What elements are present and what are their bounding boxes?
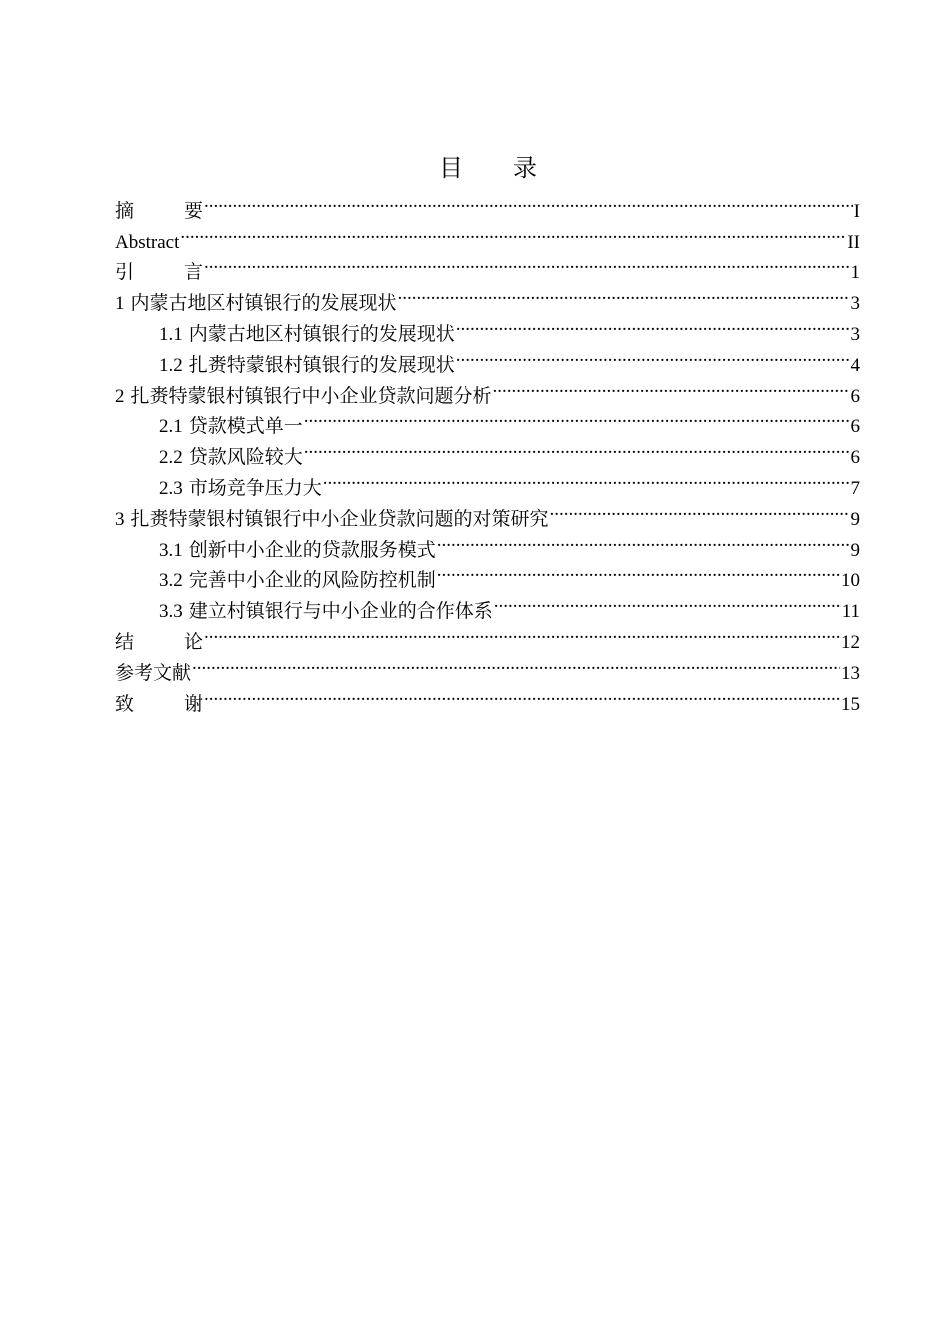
toc-entry-page-number: 3 bbox=[850, 293, 860, 315]
toc-entry-label bbox=[115, 258, 203, 289]
toc-entry[interactable] bbox=[115, 278, 860, 315]
toc-entry-number: 3.2 bbox=[159, 570, 183, 592]
toc-entry-page-number: 11 bbox=[841, 601, 860, 623]
toc-entry-label bbox=[159, 412, 303, 443]
toc-entry-page-number: 9 bbox=[850, 508, 860, 530]
toc-entry[interactable] bbox=[115, 648, 860, 684]
toc-entry-label bbox=[159, 566, 436, 597]
dot-leader bbox=[550, 494, 850, 525]
toc-entry-page-number: 6 bbox=[850, 385, 860, 407]
toc-entry-page-number: 9 bbox=[850, 539, 860, 561]
toc-title-char: 录 bbox=[513, 154, 537, 182]
dot-leader bbox=[204, 186, 853, 217]
toc-entry-text: 建立村镇银行与中小企业的合作体系 bbox=[188, 601, 493, 623]
toc-entry-label bbox=[115, 659, 191, 690]
toc-entry-page-number: 13 bbox=[841, 662, 860, 684]
dot-leader bbox=[456, 340, 850, 371]
toc-entry-label-char: 论 bbox=[183, 631, 203, 653]
toc-entry-label bbox=[159, 536, 436, 567]
toc-entry-label bbox=[115, 690, 203, 721]
toc-entry-number: 1 bbox=[115, 293, 125, 315]
toc-entry-number: 2 bbox=[115, 385, 125, 407]
toc-entry-label bbox=[159, 443, 303, 474]
dot-leader bbox=[494, 586, 841, 617]
toc-entry-text: 参考文献 bbox=[115, 662, 192, 684]
dot-leader bbox=[180, 217, 846, 248]
toc-entry-text: Abstract bbox=[115, 231, 180, 253]
toc-entry-label-char: 言 bbox=[183, 262, 203, 284]
dot-leader bbox=[437, 525, 850, 556]
toc-entry-text: 市场竞争压力大 bbox=[188, 477, 322, 499]
toc-entry[interactable] bbox=[115, 186, 860, 222]
dot-leader bbox=[493, 371, 850, 402]
toc-title bbox=[0, 150, 950, 186]
toc-entry-page-number: 1 bbox=[850, 262, 860, 284]
toc-entry[interactable] bbox=[115, 217, 860, 253]
dot-leader bbox=[204, 617, 840, 648]
toc-entry-label-char: 谢 bbox=[183, 693, 203, 715]
toc-entry-page-number: 3 bbox=[850, 323, 860, 345]
toc-entry-page-number: 12 bbox=[841, 631, 860, 653]
dot-leader bbox=[192, 648, 840, 679]
toc-entry[interactable] bbox=[115, 679, 860, 715]
toc-entry-text: 内蒙古地区村镇银行的发展现状 bbox=[130, 293, 397, 315]
toc-entry-label bbox=[115, 628, 203, 659]
toc-entry-page-number: 6 bbox=[850, 447, 860, 469]
toc-entry[interactable] bbox=[115, 617, 860, 653]
toc-entry-label bbox=[159, 351, 455, 382]
toc-entry-label bbox=[115, 289, 397, 320]
dot-leader bbox=[437, 556, 840, 587]
toc-entry-page-number: 4 bbox=[850, 354, 860, 376]
toc-entry-page-number: 6 bbox=[850, 416, 860, 438]
dot-leader bbox=[398, 278, 850, 309]
toc-entry-text: 贷款模式单一 bbox=[188, 416, 303, 438]
toc-entry-number: 1.2 bbox=[159, 354, 183, 376]
toc-entry-label-char: 摘 bbox=[115, 200, 135, 222]
dot-leader bbox=[204, 679, 840, 710]
toc-entry-number: 2.3 bbox=[159, 477, 183, 499]
toc-entry-number: 3.1 bbox=[159, 539, 183, 561]
toc-entry-text: 扎赉特蒙银村镇银行中小企业贷款问题的对策研究 bbox=[130, 508, 549, 530]
dot-leader bbox=[304, 402, 850, 433]
toc-entry-label-char: 引 bbox=[115, 262, 135, 284]
toc-entry-text: 扎赉特蒙银村镇银行的发展现状 bbox=[188, 354, 455, 376]
toc-entry-label-char: 致 bbox=[115, 693, 135, 715]
toc-title-char: 目 bbox=[439, 154, 463, 182]
toc-entry-label-char: 结 bbox=[115, 631, 135, 653]
table-of-contents bbox=[115, 186, 860, 715]
toc-entry-page-number: 15 bbox=[841, 693, 860, 715]
toc-entry-text: 贷款风险较大 bbox=[188, 447, 303, 469]
toc-entry-number: 1.1 bbox=[159, 323, 183, 345]
toc-entry-page-number: 7 bbox=[850, 477, 860, 499]
toc-entry-label bbox=[115, 228, 179, 259]
toc-entry-text: 内蒙古地区村镇银行的发展现状 bbox=[188, 323, 455, 345]
toc-entry[interactable] bbox=[115, 248, 860, 284]
toc-entry-page-number: I bbox=[853, 200, 860, 222]
toc-entry-page-number: 10 bbox=[841, 570, 860, 592]
toc-entry-number: 2.1 bbox=[159, 416, 183, 438]
toc-entry-label bbox=[159, 320, 455, 351]
toc-entry-number: 3.3 bbox=[159, 601, 183, 623]
toc-entry-number: 3 bbox=[115, 508, 125, 530]
dot-leader bbox=[323, 463, 850, 494]
toc-entry-page-number: II bbox=[847, 231, 860, 253]
toc-entry-text: 完善中小企业的风险防控机制 bbox=[188, 570, 436, 592]
dot-leader bbox=[304, 432, 850, 463]
toc-entry-label bbox=[159, 474, 322, 505]
toc-entry-text: 扎赉特蒙银村镇银行中小企业贷款问题分析 bbox=[130, 385, 492, 407]
toc-entry-label-char: 要 bbox=[183, 200, 203, 222]
toc-entry-number: 2.2 bbox=[159, 447, 183, 469]
dot-leader bbox=[456, 309, 850, 340]
dot-leader bbox=[204, 248, 850, 279]
toc-entry-text: 创新中小企业的贷款服务模式 bbox=[188, 539, 436, 561]
